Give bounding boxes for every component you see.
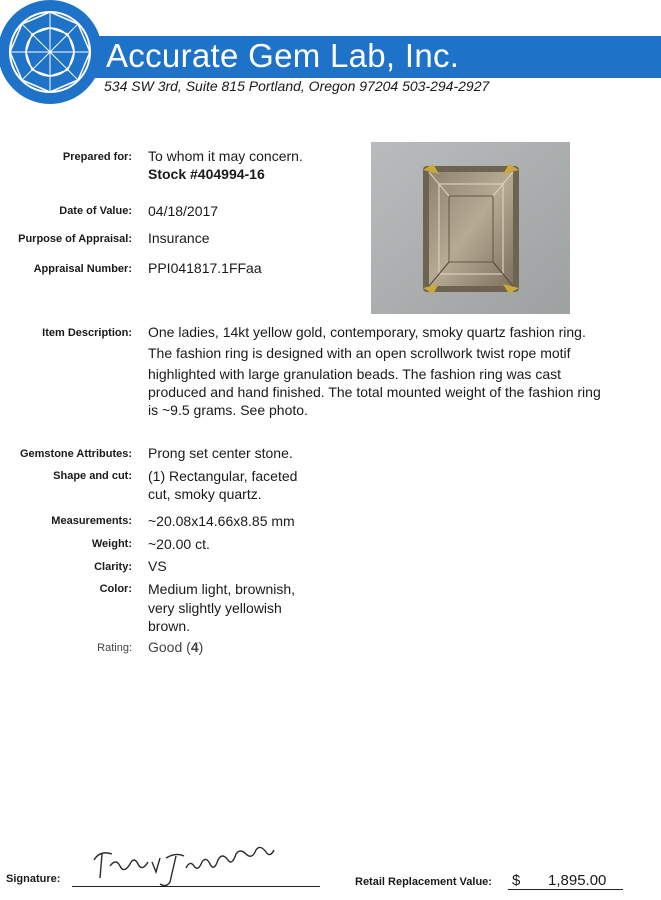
date-of-value: 04/18/2017 [148,203,219,219]
item-description-line: highlighted with large granulation beads. The fashion ring was cast [148,366,561,382]
retail-value: 1,895.00 [548,872,607,889]
shape-cut-line: (1) Rectangular, faceted [148,468,298,484]
rating-text: Good ( [148,639,191,655]
item-description-line: One ladies, 14kt yellow gold, contemporary, smoky quartz fashion ring. [148,324,586,340]
gemstone-attributes-value: Prong set center stone. [148,445,293,461]
appraisal-number: PPI041817.1FFaa [148,260,262,276]
item-description-line: produced and hand finished. The total mounted weight of the fashion ring [148,384,601,400]
prepared-for-label: Prepared for: [62,151,132,163]
gemstone-attributes-label: Gemstone Attributes: [19,448,132,460]
retail-value-label: Retail Replacement Value: [355,876,492,888]
company-name: Accurate Gem Lab, Inc. [106,37,460,74]
clarity-label: Clarity: [94,561,132,573]
rating-close: ) [198,639,204,655]
date-of-value-label: Date of Value: [59,205,132,217]
weight-value: ~20.00 ct. [148,536,210,552]
prepared-for-value: To whom it may concern. [148,148,303,164]
rating-number: 4 [190,639,199,655]
measurements-label: Measurements: [51,515,132,527]
signature-scribble [88,840,298,888]
appraisal-number-label: Appraisal Number: [33,263,132,275]
shape-cut-line: cut, smoky quartz. [148,486,262,502]
clarity-value: VS [148,558,167,574]
shape-cut-label: Shape and cut: [53,470,132,482]
rating-value [148,639,203,656]
company-address: 534 SW 3rd, Suite 815 Portland, Oregon 97204 503-294-2927 [104,78,490,94]
color-label: Color: [99,583,132,595]
color-line: Medium light, brownish, [148,581,296,597]
purpose-value: Insurance [148,230,210,246]
measurements-value: ~20.08x14.66x8.85 mm [148,513,295,529]
item-description-line: The fashion ring is designed with an open scrollwork twist rope motif [148,345,571,361]
ring-photo [371,142,570,314]
rating-label: Rating: [97,642,132,654]
item-description-label: Item Description: [42,327,132,339]
signature-label: Signature: [6,873,61,885]
currency-symbol: $ [512,872,521,889]
color-line: very slightly yellowish [148,600,282,616]
stock-number: Stock #404994-16 [148,166,265,182]
retail-value-line [508,889,623,890]
item-description-line: is ~9.5 grams. See photo. [148,402,308,418]
purpose-label: Purpose of Appraisal: [18,233,132,245]
signature-line [72,886,320,887]
color-line: brown. [148,618,191,634]
weight-label: Weight: [91,538,132,550]
